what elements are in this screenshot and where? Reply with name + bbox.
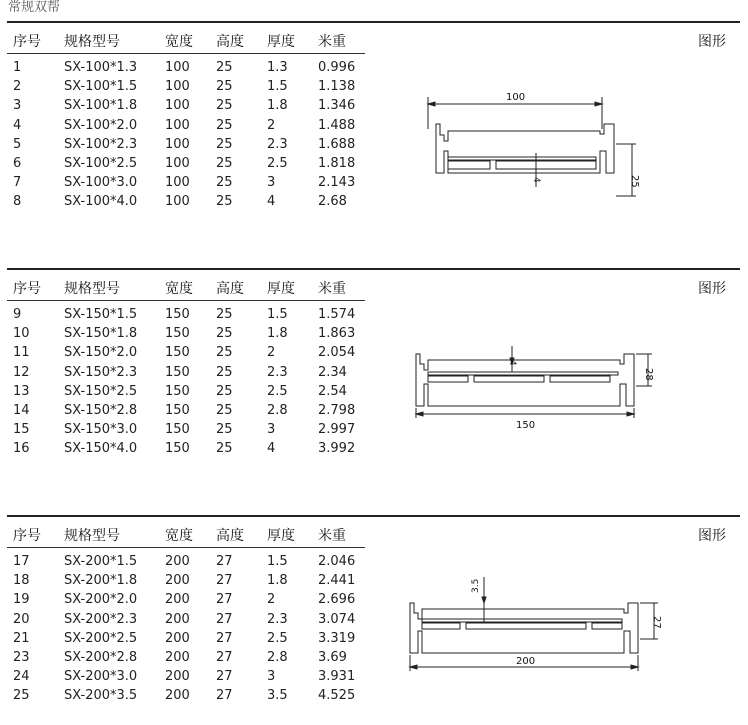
cell-width: 200 <box>165 573 190 589</box>
dim-width-label: 100 <box>506 92 526 103</box>
cell-weight: 2.54 <box>318 383 347 399</box>
header-width: 宽度 <box>165 34 193 50</box>
cell-index: 9 <box>13 307 22 322</box>
cell-height: 25 <box>216 326 233 342</box>
cell-thickness: 2.5 <box>267 155 288 171</box>
spec-table-body <box>0 60 370 214</box>
table-row <box>0 650 370 669</box>
header-thickness: 厚度 <box>267 34 295 50</box>
cell-index: 3 <box>13 98 22 114</box>
cell-thickness: 4 <box>267 441 276 457</box>
cell-thickness: 2.5 <box>267 383 288 399</box>
cell-thickness: 2.8 <box>267 402 288 418</box>
cell-height: 25 <box>216 441 233 457</box>
cell-thickness: 1.8 <box>267 326 288 342</box>
table-row <box>0 384 370 403</box>
table-row <box>0 441 370 460</box>
cell-model: SX-200*2.5 <box>64 630 138 646</box>
header-weight: 米重 <box>318 528 346 544</box>
cell-index: 24 <box>13 669 30 685</box>
cell-weight: 1.138 <box>318 79 356 95</box>
cell-height: 27 <box>216 669 233 685</box>
cell-index: 15 <box>13 422 30 438</box>
cell-width: 200 <box>165 630 190 646</box>
cell-height: 25 <box>216 136 233 152</box>
cell-weight: 2.441 <box>318 573 356 589</box>
cell-height: 27 <box>216 554 233 569</box>
header-index: 序号 <box>13 34 41 50</box>
table-row <box>0 403 370 422</box>
cell-weight: 3.319 <box>318 630 356 646</box>
cell-width: 200 <box>165 554 190 569</box>
dim-height-label: 25 <box>629 175 640 188</box>
cell-height: 27 <box>216 630 233 646</box>
cell-model: SX-150*4.0 <box>64 441 138 457</box>
header-underline <box>7 300 365 301</box>
cell-width: 100 <box>165 79 190 95</box>
spec-section-150 <box>0 268 748 508</box>
cell-width: 100 <box>165 60 190 75</box>
dim-width-label: 150 <box>516 420 536 431</box>
profile-drawing-200 <box>404 575 664 675</box>
cell-model: SX-100*1.8 <box>64 98 138 114</box>
cell-index: 13 <box>13 383 30 399</box>
profile-drawing-150 <box>408 346 658 436</box>
page-title: 常规双帮 <box>8 0 61 15</box>
cell-width: 150 <box>165 345 190 361</box>
table-row <box>0 326 370 345</box>
cell-model: SX-200*3.0 <box>64 669 138 685</box>
table-row <box>0 79 370 98</box>
header-thickness: 厚度 <box>267 281 295 297</box>
cell-model: SX-200*2.0 <box>64 592 138 608</box>
cell-width: 200 <box>165 649 190 665</box>
section-top-rule <box>7 21 740 23</box>
cell-weight: 0.996 <box>318 60 356 75</box>
cell-model: SX-100*3.0 <box>64 175 138 191</box>
cell-width: 200 <box>165 688 190 704</box>
cell-model: SX-150*2.0 <box>64 345 138 361</box>
cell-model: SX-150*1.8 <box>64 326 138 342</box>
cell-height: 27 <box>216 592 233 608</box>
cell-weight: 4.525 <box>318 688 356 704</box>
cell-height: 25 <box>216 60 233 75</box>
cell-thickness: 1.5 <box>267 307 288 322</box>
cell-height: 25 <box>216 155 233 171</box>
cell-model: SX-150*1.5 <box>64 307 138 322</box>
cell-thickness: 2.3 <box>267 611 288 627</box>
cell-height: 27 <box>216 611 233 627</box>
cell-width: 100 <box>165 136 190 152</box>
cell-thickness: 4 <box>267 194 276 210</box>
cell-width: 150 <box>165 383 190 399</box>
cell-model: SX-150*2.5 <box>64 383 138 399</box>
table-row <box>0 554 370 573</box>
cell-weight: 2.143 <box>318 175 356 191</box>
cell-height: 25 <box>216 383 233 399</box>
header-index: 序号 <box>13 281 41 297</box>
cell-width: 100 <box>165 175 190 191</box>
cell-weight: 3.992 <box>318 441 356 457</box>
cell-width: 100 <box>165 194 190 210</box>
cell-index: 7 <box>13 175 22 191</box>
cell-weight: 2.054 <box>318 345 356 361</box>
header-model: 规格型号 <box>64 281 120 297</box>
cell-model: SX-200*1.8 <box>64 573 138 589</box>
cell-model: SX-100*2.3 <box>64 136 138 152</box>
cell-width: 150 <box>165 307 190 322</box>
header-weight: 米重 <box>318 34 346 50</box>
cell-weight: 1.688 <box>318 136 356 152</box>
spec-table-body <box>0 307 370 461</box>
cell-weight: 3.074 <box>318 611 356 627</box>
table-row <box>0 669 370 688</box>
header-underline <box>7 547 365 548</box>
cell-index: 10 <box>13 326 30 342</box>
cell-model: SX-100*1.5 <box>64 79 138 95</box>
cell-thickness: 3 <box>267 175 276 191</box>
cell-thickness: 1.8 <box>267 98 288 114</box>
cell-width: 200 <box>165 669 190 685</box>
section-top-rule <box>7 268 740 270</box>
table-row <box>0 573 370 592</box>
table-row <box>0 175 370 194</box>
dim-height-label: 28 <box>643 368 654 381</box>
cell-weight: 2.046 <box>318 554 356 569</box>
cell-height: 25 <box>216 345 233 361</box>
cell-index: 2 <box>13 79 22 95</box>
cell-height: 27 <box>216 573 233 589</box>
cell-model: SX-200*2.8 <box>64 649 138 665</box>
header-model: 规格型号 <box>64 34 120 50</box>
cell-weight: 1.818 <box>318 155 356 171</box>
table-row <box>0 422 370 441</box>
cell-thickness: 2 <box>267 117 276 133</box>
cell-width: 150 <box>165 422 190 438</box>
cell-weight: 1.574 <box>318 307 356 322</box>
table-row <box>0 307 370 326</box>
cell-thickness: 1.3 <box>267 60 288 75</box>
cell-model: SX-100*1.3 <box>64 60 138 75</box>
cell-width: 150 <box>165 326 190 342</box>
table-row <box>0 688 370 707</box>
cell-height: 25 <box>216 422 233 438</box>
dim-wall-label: 3.5 <box>471 578 481 593</box>
cell-width: 150 <box>165 402 190 418</box>
cell-index: 4 <box>13 117 22 133</box>
cell-thickness: 3 <box>267 669 276 685</box>
cell-index: 23 <box>13 649 30 665</box>
spec-section-100 <box>0 21 748 261</box>
table-row <box>0 612 370 631</box>
cell-height: 25 <box>216 98 233 114</box>
cell-model: SX-200*2.3 <box>64 611 138 627</box>
cell-thickness: 1.5 <box>267 79 288 95</box>
dim-width-label: 200 <box>516 656 536 667</box>
header-figure: 图形 <box>698 281 726 297</box>
header-figure: 图形 <box>698 34 726 50</box>
cell-index: 20 <box>13 611 30 627</box>
header-thickness: 厚度 <box>267 528 295 544</box>
cell-height: 25 <box>216 194 233 210</box>
cell-weight: 3.69 <box>318 649 347 665</box>
cell-weight: 2.997 <box>318 422 356 438</box>
cell-index: 18 <box>13 573 30 589</box>
cell-weight: 2.68 <box>318 194 347 210</box>
cell-index: 12 <box>13 364 30 380</box>
spec-section-200 <box>0 515 748 725</box>
header-height: 高度 <box>216 528 244 544</box>
cell-weight: 1.488 <box>318 117 356 133</box>
table-row <box>0 98 370 117</box>
cell-width: 200 <box>165 592 190 608</box>
header-height: 高度 <box>216 281 244 297</box>
cell-model: SX-150*2.3 <box>64 364 138 380</box>
cell-width: 150 <box>165 441 190 457</box>
header-height: 高度 <box>216 34 244 50</box>
cell-height: 25 <box>216 117 233 133</box>
table-row <box>0 592 370 611</box>
cell-model: SX-100*2.5 <box>64 155 138 171</box>
cell-index: 14 <box>13 402 30 418</box>
cell-height: 25 <box>216 307 233 322</box>
cell-weight: 1.863 <box>318 326 356 342</box>
cell-thickness: 2.3 <box>267 136 288 152</box>
header-index: 序号 <box>13 528 41 544</box>
table-row <box>0 60 370 79</box>
table-row <box>0 345 370 364</box>
cell-height: 27 <box>216 688 233 704</box>
header-model: 规格型号 <box>64 528 120 544</box>
cell-height: 25 <box>216 79 233 95</box>
cell-width: 100 <box>165 98 190 114</box>
cell-height: 25 <box>216 402 233 418</box>
cell-weight: 2.696 <box>318 592 356 608</box>
table-row <box>0 156 370 175</box>
cell-width: 150 <box>165 364 190 380</box>
cell-index: 16 <box>13 441 30 457</box>
cell-height: 27 <box>216 649 233 665</box>
cell-width: 100 <box>165 155 190 171</box>
header-width: 宽度 <box>165 528 193 544</box>
cell-height: 25 <box>216 175 233 191</box>
cell-model: SX-150*2.8 <box>64 402 138 418</box>
cell-model: SX-200*3.5 <box>64 688 138 704</box>
cell-weight: 2.34 <box>318 364 347 380</box>
cell-model: SX-100*4.0 <box>64 194 138 210</box>
cell-model: SX-150*3.0 <box>64 422 138 438</box>
cell-index: 8 <box>13 194 22 210</box>
cell-index: 17 <box>13 554 30 569</box>
cell-thickness: 3.5 <box>267 688 288 704</box>
header-underline <box>7 53 365 54</box>
cell-index: 1 <box>13 60 22 75</box>
cell-index: 11 <box>13 345 30 361</box>
cell-width: 100 <box>165 117 190 133</box>
cell-model: SX-100*2.0 <box>64 117 138 133</box>
cell-thickness: 2.8 <box>267 649 288 665</box>
cell-weight: 2.798 <box>318 402 356 418</box>
table-row <box>0 194 370 213</box>
table-row <box>0 137 370 156</box>
dim-wall-label: 4 <box>507 360 517 366</box>
cell-thickness: 2 <box>267 592 276 608</box>
cell-index: 21 <box>13 630 30 646</box>
cell-thickness: 1.8 <box>267 573 288 589</box>
header-width: 宽度 <box>165 281 193 297</box>
header-weight: 米重 <box>318 281 346 297</box>
cell-width: 200 <box>165 611 190 627</box>
cell-thickness: 3 <box>267 422 276 438</box>
table-row <box>0 365 370 384</box>
cell-index: 5 <box>13 136 22 152</box>
cell-index: 6 <box>13 155 22 171</box>
spec-table-body <box>0 554 370 708</box>
section-top-rule <box>7 515 740 517</box>
header-figure: 图形 <box>698 528 726 544</box>
dim-wall-label: 4 <box>531 177 541 183</box>
cell-thickness: 1.5 <box>267 554 288 569</box>
cell-weight: 1.346 <box>318 98 356 114</box>
profile-drawing-100 <box>410 91 650 201</box>
dim-height-label: 27 <box>651 616 662 629</box>
table-row <box>0 631 370 650</box>
cell-weight: 3.931 <box>318 669 356 685</box>
cell-model: SX-200*1.5 <box>64 554 138 569</box>
cell-thickness: 2 <box>267 345 276 361</box>
cell-height: 25 <box>216 364 233 380</box>
cell-thickness: 2.3 <box>267 364 288 380</box>
cell-index: 25 <box>13 688 30 704</box>
cell-thickness: 2.5 <box>267 630 288 646</box>
table-row <box>0 118 370 137</box>
cell-index: 19 <box>13 592 30 608</box>
